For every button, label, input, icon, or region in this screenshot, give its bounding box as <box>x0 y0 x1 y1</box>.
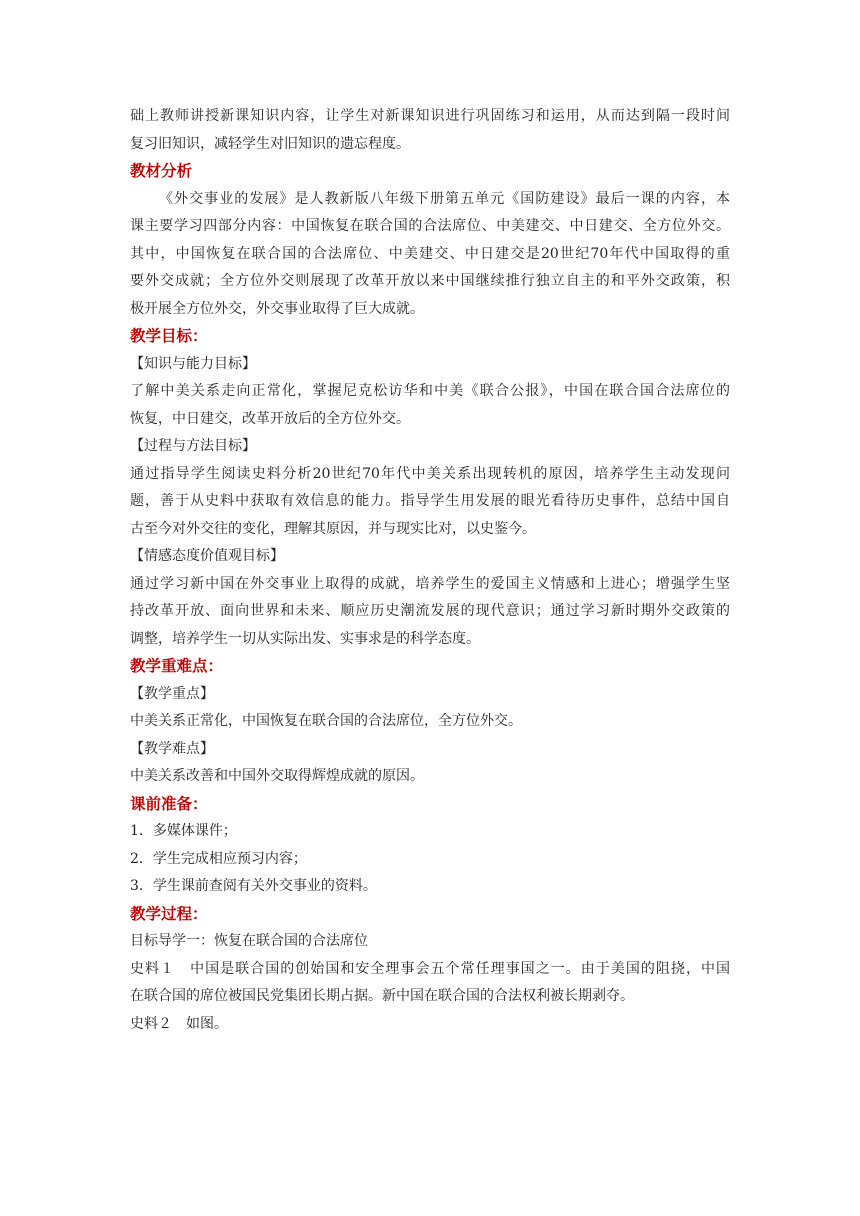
list-item: 2．学生完成相应预习内容； <box>130 850 307 867</box>
subheading-emotion: 【情感态度价值观目标】 <box>130 548 284 564</box>
process-paragraph <box>130 461 730 544</box>
paragraph-line: 了解中美关系走向正常化，掌握尼克松访华和中美《联合公报》，中国在联合国合法席位的 <box>130 383 730 399</box>
paragraph-line: 史料１ 中国是联合国的创始国和安全理事会五个常任理事国之一。由于美国的阻挠，中国 <box>130 960 730 977</box>
subheading-knowledge: 【知识与能力目标】 <box>130 355 256 372</box>
subheading-focus: 【教学重点】 <box>130 685 214 702</box>
section-heading-process: 教学过程： <box>130 904 208 923</box>
paragraph-line: 题，善于从史料中获取有效信息的能力。指导学生用发展的眼光看待历史事件，总结中国自 <box>130 493 730 509</box>
guide-title: 目标导学一：恢复在联合国的合法席位 <box>130 933 368 949</box>
paragraph-line: 础上教师讲授新课知识内容，让学生对新课知识进行巩固练习和运用，从而达到隔一段时间 <box>130 108 730 124</box>
paragraph-line: 在联合国的席位被国民党集团长期占据。新中国在联合国的合法权利被长期剥夺。 <box>130 988 634 1004</box>
paragraph-line: 《外交事业的发展》是人教新版八年级下册第五单元《国防建设》最后一课的内容，本 <box>159 190 730 207</box>
list-item: 3．学生课前查阅有关外交事业的资料。 <box>130 878 377 894</box>
paragraph-line: 通过学习新中国在外交事业上取得的成就，培养学生的爱国主义情感和上进心；增强学生坚 <box>130 575 730 592</box>
intro-paragraph <box>130 103 730 158</box>
paragraph-line: 复习旧知识，减轻学生对旧知识的遗忘程度。 <box>130 135 410 152</box>
paragraph-line: 其中，中国恢复在联合国的合法席位、中美建交、中日建交是20世纪70年代中国取得的重 <box>130 245 730 262</box>
material-1-paragraph <box>130 956 730 1011</box>
paragraph-line: 极开展全方位外交，外交事业取得了巨大成就。 <box>130 300 424 317</box>
list-item: 1．多媒体课件； <box>130 823 237 839</box>
difficulty-text: 中美关系改善和中国外交取得辉煌成就的原因。 <box>130 768 424 784</box>
paragraph-line: 通过指导学生阅读史料分析20世纪70年代中美关系出现转机的原因，培养学生主动发现问 <box>130 465 730 482</box>
section-heading-objectives: 教学目标： <box>130 327 208 345</box>
analysis-paragraph <box>130 186 730 324</box>
material-2-text: 史料２ 如图。 <box>130 1015 228 1032</box>
document-page <box>130 103 730 1038</box>
paragraph-line: 持改革开放、面向世界和未来、顺应历史潮流发展的现代意识；通过学习新时期外交政策的 <box>130 603 730 619</box>
knowledge-paragraph <box>130 378 730 433</box>
focus-text: 中美关系正常化，中国恢复在联合国的合法席位，全方位外交。 <box>130 713 522 729</box>
section-heading-keypoints: 教学重难点： <box>130 657 224 675</box>
paragraph-line: 调整，培养学生一切从实际出发、实事求是的科学态度。 <box>130 630 480 647</box>
paragraph-line: 课主要学习四部分内容：中国恢复在联合国的合法席位、中美建交、中日建交、全方位外交。 <box>130 218 730 234</box>
preparation-list <box>130 818 730 901</box>
paragraph-line: 古至今对外交往的变化，理解其原因，并与现实比对，以史鉴今。 <box>130 520 536 537</box>
subheading-difficulty: 【教学难点】 <box>130 740 214 757</box>
paragraph-line: 要外交成就；全方位外交则展现了改革开放以来中国继续推行独立自主的和平外交政策，积 <box>130 273 730 289</box>
emotion-paragraph <box>130 571 730 654</box>
subheading-process: 【过程与方法目标】 <box>130 438 256 454</box>
section-heading-preparation: 课前准备： <box>130 794 208 813</box>
paragraph-line: 恢复，中日建交，改革开放后的全方位外交。 <box>130 410 410 427</box>
section-heading-analysis: 教材分析 <box>130 162 193 180</box>
